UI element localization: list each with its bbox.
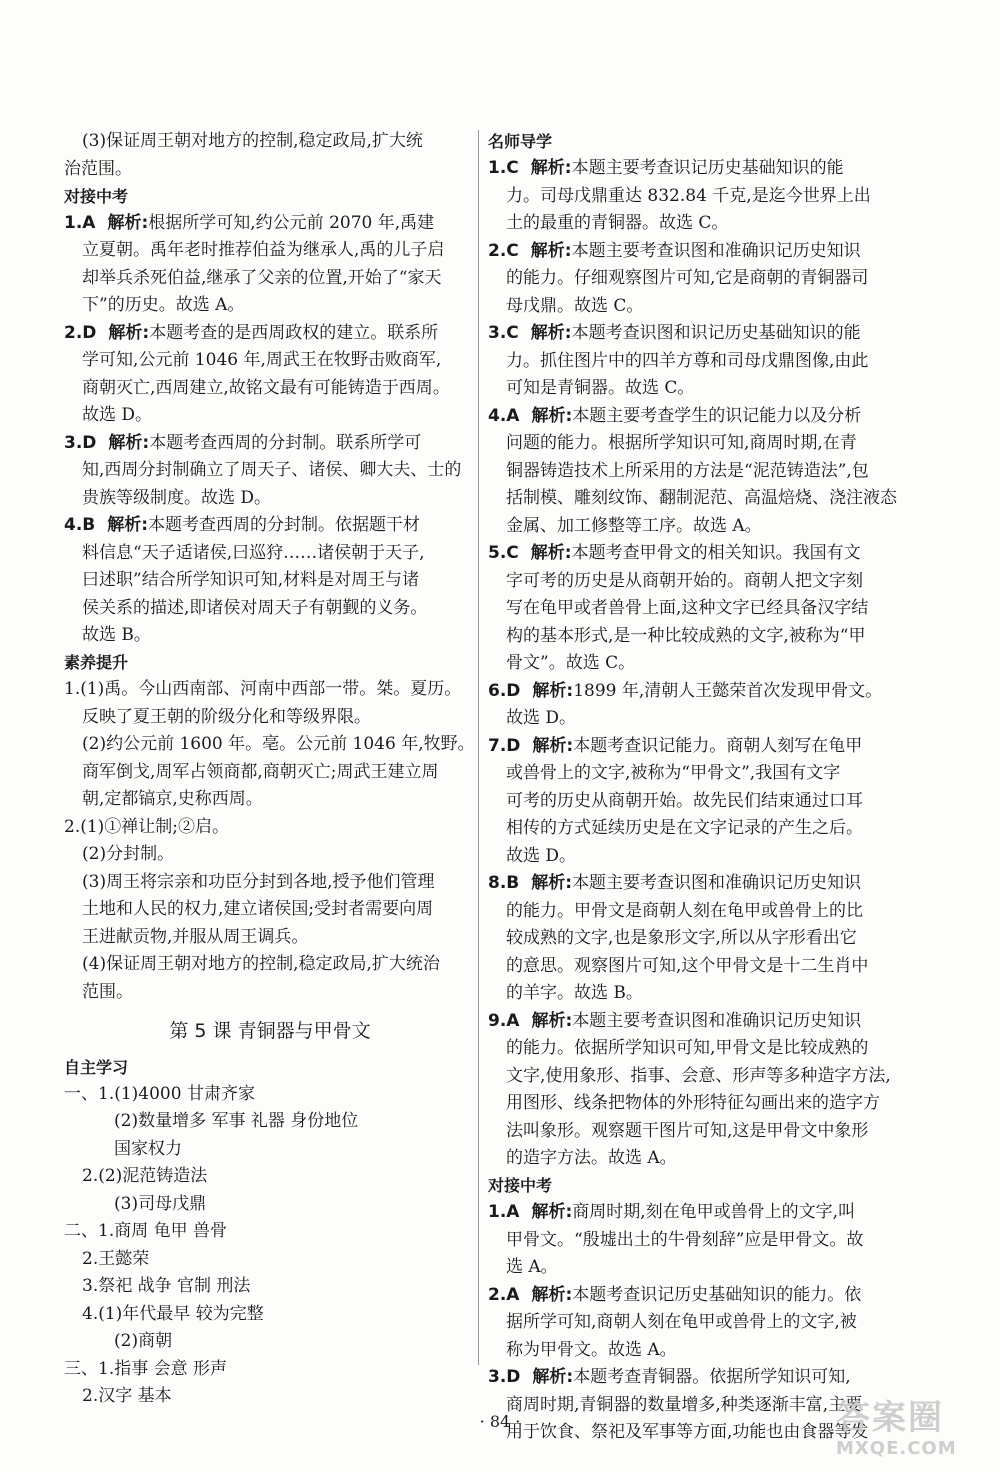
answer-number: 1.C [488,158,519,178]
answer-line: 构的基本形式,是一种比较成熟的文字,被称为“甲 [506,625,866,646]
answer-text: 本题考查识记历史基础知识的能力。依 [572,1284,862,1305]
answer-line: 立夏朝。禹年老时推荐伯益为继承人,禹的儿子启 [82,240,445,260]
answer-line: 2.(1)①禅让制;②启。 [64,816,230,837]
answer-line: 2.汉字 基本 [82,1386,172,1406]
section-heading: 对接中考 [64,186,129,206]
answer-line [488,1282,910,1309]
answer-line [488,870,910,897]
answer-text: 本题主要考查识图和准确识记历史知识 [571,240,861,261]
analysis-label: 解析: [532,735,574,756]
answer-line: 1.(1)禹。今山西南部、河南中西部一带。桀。夏历。 [64,679,462,699]
answer-line: 二、1.商周 龟甲 兽骨 [64,1221,228,1241]
answer-line: 选 A。 [506,1257,558,1277]
analysis-label: 解析: [532,680,574,701]
answer-number: 9.A [488,1010,520,1031]
answer-list [64,210,476,650]
answer-line: 力。抓住图片中的四羊方尊和司母戊鼎图像,由此 [506,350,869,371]
answer-line: 王进献贡物,并服从周王调兵。 [82,926,309,947]
answer-line: 知,西周分封制确立了周天子、诸侯、卿大夫、士的 [82,460,462,480]
answer-line: (4)保证周王朝对地方的控制,稳定政局,扩大统治 [82,954,440,974]
answer-number: 2.A [488,1284,520,1305]
answer-line: 侯关系的描述,即诸侯对周天子有朝觐的义务。 [82,597,428,618]
answer-line: 括制模、雕刻纹饰、翻制泥范、高温焙烧、浇注液态 [506,488,897,508]
answer-line: 4.(1)年代最早 较为完整 [82,1303,264,1324]
answer-line [64,430,476,457]
answer-number: 1.A [488,1202,520,1222]
answer-number: 7.D [488,735,521,756]
answer-line: 料信息“天子适诸侯,曰巡狩……诸侯朝于天子, [82,542,425,563]
answer-line: 下”的历史。故选 A。 [82,295,245,315]
watermark-logo: 答案圈 MXQE.COM [836,1398,957,1459]
answer-number: 8.B [488,873,520,893]
answer-line: 2.(2)泥范铸造法 [82,1166,208,1186]
answer-line: 写在龟甲或者兽骨上面,这种文字已经具备汉字结 [506,598,869,618]
analysis-label: 解析: [532,1367,574,1387]
answer-line [488,1199,910,1226]
answer-line: 的羊字。故选 B。 [506,983,643,1003]
answer-line [488,733,910,760]
answer-line: 故选 D。 [506,708,577,728]
analysis-label: 解析: [531,1284,573,1305]
answer-line [64,320,476,347]
answer-line: 的能力。依据所学知识可知,甲骨文是比较成熟的 [506,1038,869,1058]
lesson-title: 第 5 课 青铜器与甲骨文 [169,1019,371,1042]
analysis-label: 解析: [108,432,150,453]
answer-text: 本题考查西周的分封制。依据题干材 [148,515,421,535]
analysis-label: 解析: [531,873,573,893]
answer-line: 或兽骨上的文字,被称为“甲骨文”,我国有文字 [506,763,841,783]
answer-number: 3.C [488,323,519,343]
answer-line [488,403,910,430]
analysis-label: 解析: [107,212,149,233]
analysis-label: 解析: [531,1202,573,1222]
analysis-label: 解析: [531,1010,573,1031]
section-heading: 对接中考 [488,1176,553,1195]
answer-line: 的意思。观察图片可知,这个甲骨文是十二生肖中 [506,955,869,976]
answer-line [488,540,910,567]
answer-line: 故选 D。 [82,405,153,425]
answer-line: (2)商朝 [114,1331,173,1351]
analysis-label: 解析: [107,515,149,535]
answer-text: 本题考查甲骨文的相关知识。我国有文 [571,543,861,563]
answer-line: 可知是青铜器。故选 C。 [506,378,695,398]
answer-line: 曰述职”结合所学知识可知,材料是对周王与诸 [82,570,420,590]
analysis-label: 解析: [531,405,573,426]
answer-line: 骨文”。故选 C。 [506,653,636,673]
answer-line: 铜器铸造技术上所采用的方法是“泥范铸造法”,包 [506,460,869,481]
answer-line: 故选 D。 [506,845,577,866]
answer-text: 1899 年,清朝人王懿荣首次发现甲骨文。 [573,680,883,701]
answer-line: 一、1.(1)4000 甘肃齐家 [64,1083,255,1104]
answer-line: 反映了夏王朝的阶级分化和等级界限。 [82,706,371,727]
answer-line [64,210,476,237]
answer-line [488,1364,910,1391]
answer-line: 金属、加工修整等工序。故选 A。 [506,515,762,536]
answer-line: 商周时期,青铜器的数量增多,种类逐渐丰富,主要 [506,1394,863,1415]
answer-line: 相传的方式延续历史是在文字记录的产生之后。 [506,818,863,838]
paragraph: 治范围。 [64,158,132,179]
answer-text: 本题考查识图和识记历史基础知识的能 [571,323,861,343]
answer-line: 力。司母戊鼎重达 832.84 千克,是迄今世界上出 [506,185,871,206]
answer-line [488,678,910,705]
right-column [488,128,910,1446]
answer-list [64,676,476,1006]
answer-line: (2)分封制。 [82,844,175,864]
answer-text: 根据所学可知,约公元前 2070 年,禹建 [148,212,435,233]
answer-line: 可考的历史从商朝开始。故先民们结束通过口耳 [506,790,863,811]
answer-number: 1.A [64,212,96,233]
answer-list [64,1081,476,1411]
answer-line: 的造字方法。故选 A。 [506,1148,677,1168]
answer-number: 5.C [488,543,519,563]
answer-line: 商朝灭亡,西周建立,故铭文最有可能铸造于西周。 [82,377,450,398]
answer-text: 本题考查的是西周政权的建立。联系所 [149,322,439,343]
answer-line: 2.王懿荣 [82,1248,150,1269]
answer-line: 故选 B。 [82,625,151,645]
answer-line: 三、1.指事 会意 形声 [64,1358,228,1379]
analysis-label: 解析: [530,323,572,343]
answer-line: 朝,定都镐京,史称西周。 [82,789,263,809]
section-heading: 素养提升 [64,653,129,672]
answer-line: (3)司母戊鼎 [114,1193,207,1214]
answer-line: 3.祭祀 战争 官制 刑法 [82,1276,251,1296]
answer-text: 商周时期,刻在龟甲或兽骨上的文字,叫 [572,1202,856,1222]
left-column [64,128,476,1410]
answer-number: 6.D [488,680,521,701]
answer-line: 学可知,公元前 1046 年,周武王在牧野击败商军, [82,350,442,370]
answer-line [488,238,910,265]
answer-line: 字可考的历史是从商朝开始的。商朝人把文字刻 [506,570,863,591]
answer-line: (2)约公元前 1600 年。亳。公元前 1046 年,牧野。 [82,734,475,754]
answer-number: 2.D [64,322,97,343]
answer-text: 本题主要考查识记历史基础知识的能 [571,158,844,178]
answer-text: 本题考查西周的分封制。联系所学可 [149,432,422,453]
column-divider [478,130,479,1365]
answer-line: (2)数量增多 军事 礼器 身份地位 [114,1111,359,1131]
answer-line: 商军倒戈,周军占领商都,商朝灭亡;周武王建立周 [82,761,439,782]
answer-line: 范围。 [82,981,133,1002]
analysis-label: 解析: [108,322,150,343]
answer-line [488,320,910,347]
section-heading: 名师导学 [488,132,553,151]
answer-number: 2.C [488,240,519,261]
answer-line [488,155,910,182]
analysis-label: 解析: [530,543,572,563]
answer-line: 母戊鼎。故选 C。 [506,295,644,316]
answer-line: 称为甲骨文。故选 A。 [506,1339,677,1360]
answer-line: 较成熟的文字,也是象形文字,所以从字形看出它 [506,928,857,948]
answer-line: 用图形、线条把物体的外形特征勾画出来的造字方 [506,1093,880,1113]
answer-text: 本题主要考查识图和准确识记历史知识 [572,873,862,893]
answer-line: 贵族等级制度。故选 D。 [82,487,272,508]
answer-number: 4.B [64,515,96,535]
answer-line: 土的最重的青铜器。故选 C。 [506,213,729,233]
answer-line [64,512,476,539]
answer-line: 的能力。甲骨文是商朝人刻在龟甲或兽骨上的比 [506,900,863,921]
answer-text: 本题主要考查学生的识记能力以及分析 [572,405,862,426]
answer-text: 本题考查识记能力。商朝人刻写在龟甲 [573,735,863,756]
answer-line: (3)周王将宗亲和功臣分封到各地,授予他们管理 [82,871,435,892]
section-heading: 自主学习 [64,1057,129,1077]
answer-list [488,155,910,1172]
answer-line: 的能力。仔细观察图片可知,它是商朝的青铜器司 [506,268,869,288]
answer-line: 用于饮食、祭祀及军事等方面,功能也由食器等发 [506,1422,869,1442]
answer-number: 3.D [488,1367,521,1387]
answer-text: 本题考查青铜器。依据所学知识可知, [573,1367,851,1387]
answer-line: 文字,使用象形、指事、会意、形声等多种造字方法, [506,1065,891,1086]
answer-number: 3.D [64,432,97,453]
answer-line: 问题的能力。根据所学知识可知,商周时期,在青 [506,433,857,453]
answer-text: 本题主要考查识图和准确识记历史知识 [572,1010,862,1031]
analysis-label: 解析: [530,158,572,178]
answer-line: 甲骨文。“殷墟出土的牛骨刻辞”应是甲骨文。故 [506,1229,864,1250]
answer-line: 土地和人民的权力,建立诸侯国;受封者需要向周 [82,899,434,919]
page-number: · 84 · [479,1412,521,1431]
paragraph: (3)保证周王朝对地方的控制,稳定政局,扩大统 [82,131,423,151]
answer-line [488,1008,910,1035]
analysis-label: 解析: [530,240,572,261]
answer-number: 4.A [488,405,520,426]
answer-line: 却举兵杀死伯益,继承了父亲的位置,开始了“家天 [82,267,442,288]
answer-line: 据所学可知,商朝人刻在龟甲或兽骨上的文字,被 [506,1312,857,1332]
answer-line: 法叫象形。观察题干图片可知,这是甲骨文中象形 [506,1120,869,1141]
answer-line: 国家权力 [114,1138,182,1159]
